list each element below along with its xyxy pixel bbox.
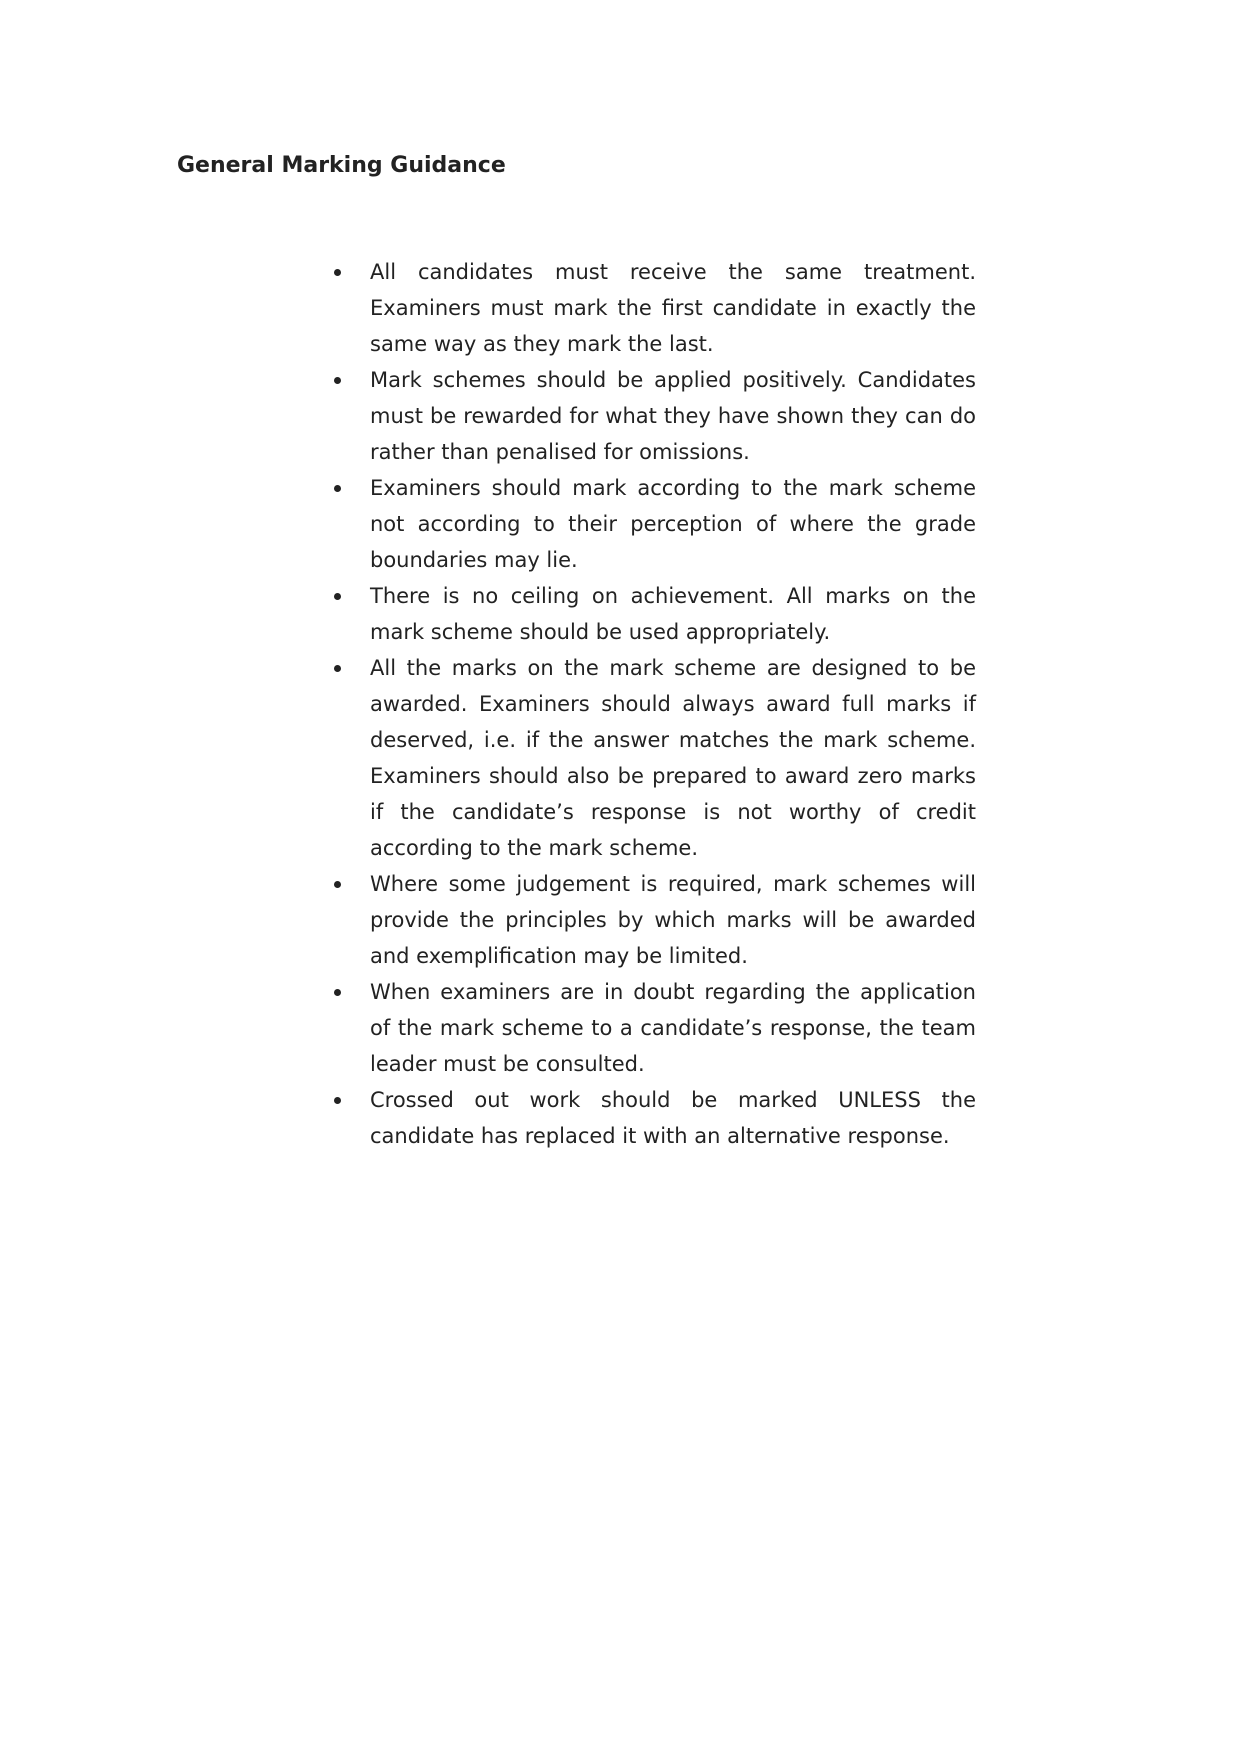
guidance-item-text: There is no ceiling on achievement. All marks on the mark scheme should be used appropriately. [370, 584, 976, 644]
guidance-item-text: When examiners are in doubt regarding the application of the mark scheme to a candidate’s response, the team leader must be consulted. [370, 980, 976, 1076]
guidance-item [326, 254, 976, 362]
guidance-item-text: All candidates must receive the same treatment. Examiners must mark the first candidate in exactly the same way as they mark the last. [370, 260, 976, 356]
guidance-item [326, 650, 976, 866]
guidance-item [326, 1082, 976, 1154]
guidance-item [326, 974, 976, 1082]
guidance-item [326, 866, 976, 974]
bullet-icon [334, 377, 341, 384]
guidance-item-text: All the marks on the mark scheme are designed to be awarded. Examiners should always award full marks if deserved, i.e. if the answer matches the mark scheme. Examiners should also be prepared to award zero marks if the candidate’s response is not worthy of credit according to the mark scheme. [370, 656, 976, 860]
guidance-item [326, 362, 976, 470]
bullet-icon [334, 269, 341, 276]
guidance-list [326, 254, 976, 1154]
bullet-icon [334, 485, 341, 492]
guidance-item [326, 470, 976, 578]
bullet-icon [334, 665, 341, 672]
guidance-item-text: Examiners should mark according to the mark scheme not according to their perception of where the grade boundaries may lie. [370, 476, 976, 572]
guidance-item-text: Where some judgement is required, mark schemes will provide the principles by which marks will be awarded and exemplification may be limited. [370, 872, 976, 968]
guidance-item-text: Mark schemes should be applied positively. Candidates must be rewarded for what they have shown they can do rather than penalised for omissions. [370, 368, 976, 464]
bullet-icon [334, 1097, 341, 1104]
bullet-icon [334, 593, 341, 600]
page-heading: General Marking Guidance [177, 153, 506, 178]
guidance-item [326, 578, 976, 650]
guidance-item-text: Crossed out work should be marked UNLESS the candidate has replaced it with an alternative response. [370, 1088, 976, 1148]
bullet-icon [334, 881, 341, 888]
bullet-icon [334, 989, 341, 996]
